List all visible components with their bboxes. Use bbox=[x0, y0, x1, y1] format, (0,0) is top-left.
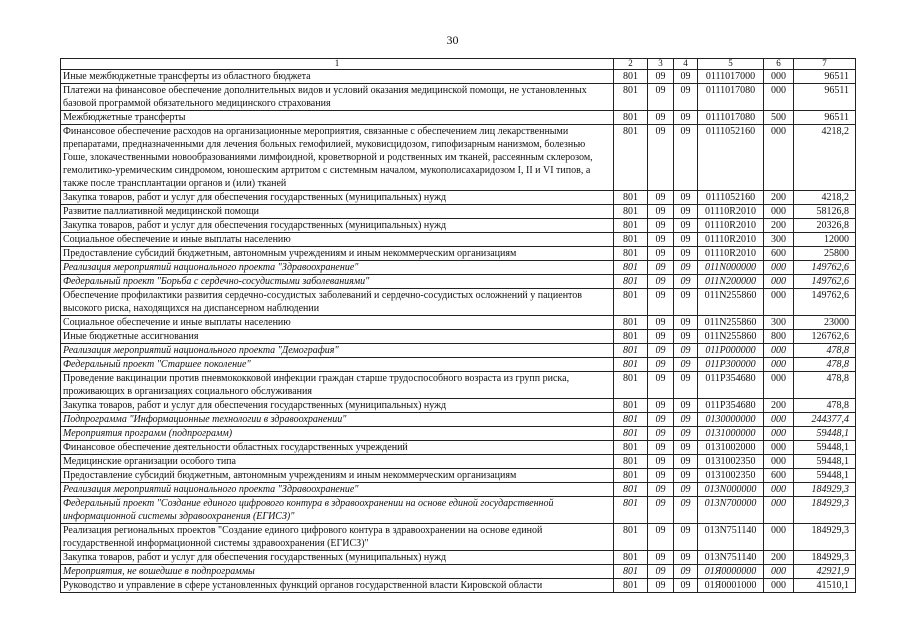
row-target-code-cell: 011P000000 bbox=[698, 344, 764, 358]
row-expense-type-cell: 000 bbox=[764, 524, 794, 551]
row-expense-type-cell: 300 bbox=[764, 316, 794, 330]
row-amount-cell: 96511 bbox=[794, 70, 856, 84]
row-expense-type-cell: 600 bbox=[764, 247, 794, 261]
row-name-cell: Федеральный проект "Борьба с сердечно-сосудистыми заболеваниями" bbox=[61, 275, 614, 289]
row-amount-cell: 184929,3 bbox=[794, 497, 856, 524]
row-expense-type-cell: 000 bbox=[764, 579, 794, 593]
row-name-cell: Платежи на финансовое обеспечение дополнительных видов и условий оказания медицинской помощи, не установленных базовой программой обязательного медицинского страхования bbox=[61, 84, 614, 111]
column-header: 2 bbox=[614, 59, 648, 70]
table-row bbox=[61, 191, 856, 205]
row-amount-cell: 25800 bbox=[794, 247, 856, 261]
row-name-cell: Финансовое обеспечение расходов на организационные мероприятия, связанные с обеспечением лиц лекарственными препаратами, предназначенными для лечения больных гемофилией, муковисцидозом, гипофизарным нанизмом, болезнью Гоше, злокачественными новообразованиями лимфоидной, кроветворной и родственных им тканей, рассеянным склерозом, гемолитико-уремическим синдромом, юношеским артритом с системным началом, мукополисахаридозом I, II и VI типов, а также после трансплантации органов и (или) тканей bbox=[61, 125, 614, 191]
row-ministry-code-cell: 801 bbox=[614, 524, 648, 551]
row-target-code-cell: 01110R2010 bbox=[698, 233, 764, 247]
row-name-cell: Социальное обеспечение и иные выплаты населению bbox=[61, 316, 614, 330]
table-row bbox=[61, 399, 856, 413]
row-name-cell: Мероприятия программ (подпрограмм) bbox=[61, 427, 614, 441]
table-row bbox=[61, 455, 856, 469]
row-ministry-code-cell: 801 bbox=[614, 111, 648, 125]
row-amount-cell: 59448,1 bbox=[794, 469, 856, 483]
row-target-code-cell: 0131000000 bbox=[698, 427, 764, 441]
row-expense-type-cell: 000 bbox=[764, 205, 794, 219]
table-row bbox=[61, 579, 856, 593]
row-amount-cell: 12000 bbox=[794, 233, 856, 247]
table-row bbox=[61, 84, 856, 111]
row-ministry-code-cell: 801 bbox=[614, 70, 648, 84]
row-name-cell: Реализация мероприятий национального проекта "Здравоохранение" bbox=[61, 483, 614, 497]
row-expense-type-cell: 000 bbox=[764, 275, 794, 289]
row-ministry-code-cell: 801 bbox=[614, 219, 648, 233]
row-target-code-cell: 011P354680 bbox=[698, 372, 764, 399]
table-row bbox=[61, 330, 856, 344]
row-ministry-code-cell: 801 bbox=[614, 330, 648, 344]
row-section-cell: 09 bbox=[648, 469, 674, 483]
row-name-cell: Межбюджетные трансферты bbox=[61, 111, 614, 125]
row-section-cell: 09 bbox=[648, 344, 674, 358]
row-name-cell: Закупка товаров, работ и услуг для обеспечения государственных (муниципальных) нужд bbox=[61, 219, 614, 233]
row-expense-type-cell: 200 bbox=[764, 191, 794, 205]
row-amount-cell: 41510,1 bbox=[794, 579, 856, 593]
row-subsection-cell: 09 bbox=[674, 455, 698, 469]
row-section-cell: 09 bbox=[648, 551, 674, 565]
row-expense-type-cell: 000 bbox=[764, 441, 794, 455]
row-section-cell: 09 bbox=[648, 275, 674, 289]
row-section-cell: 09 bbox=[648, 455, 674, 469]
row-subsection-cell: 09 bbox=[674, 191, 698, 205]
row-amount-cell: 184929,3 bbox=[794, 524, 856, 551]
table-row bbox=[61, 233, 856, 247]
row-section-cell: 09 bbox=[648, 524, 674, 551]
table-row bbox=[61, 427, 856, 441]
row-expense-type-cell: 600 bbox=[764, 469, 794, 483]
row-target-code-cell: 01110R2010 bbox=[698, 205, 764, 219]
table-row bbox=[61, 275, 856, 289]
row-subsection-cell: 09 bbox=[674, 233, 698, 247]
row-ministry-code-cell: 801 bbox=[614, 316, 648, 330]
row-amount-cell: 59448,1 bbox=[794, 427, 856, 441]
row-ministry-code-cell: 801 bbox=[614, 275, 648, 289]
row-ministry-code-cell: 801 bbox=[614, 358, 648, 372]
row-expense-type-cell: 000 bbox=[764, 497, 794, 524]
row-expense-type-cell: 200 bbox=[764, 399, 794, 413]
row-amount-cell: 59448,1 bbox=[794, 455, 856, 469]
row-name-cell: Иные межбюджетные трансферты из областного бюджета bbox=[61, 70, 614, 84]
row-target-code-cell: 0111017000 bbox=[698, 70, 764, 84]
column-header: 7 bbox=[794, 59, 856, 70]
row-amount-cell: 184929,3 bbox=[794, 551, 856, 565]
row-section-cell: 09 bbox=[648, 579, 674, 593]
row-ministry-code-cell: 801 bbox=[614, 399, 648, 413]
row-expense-type-cell: 000 bbox=[764, 427, 794, 441]
column-header: 1 bbox=[61, 59, 614, 70]
row-expense-type-cell: 500 bbox=[764, 111, 794, 125]
row-section-cell: 09 bbox=[648, 497, 674, 524]
row-amount-cell: 478,8 bbox=[794, 372, 856, 399]
row-subsection-cell: 09 bbox=[674, 441, 698, 455]
table-row bbox=[61, 125, 856, 191]
row-expense-type-cell: 200 bbox=[764, 551, 794, 565]
row-amount-cell: 126762,6 bbox=[794, 330, 856, 344]
row-expense-type-cell: 000 bbox=[764, 358, 794, 372]
row-ministry-code-cell: 801 bbox=[614, 84, 648, 111]
row-section-cell: 09 bbox=[648, 84, 674, 111]
table-row bbox=[61, 524, 856, 551]
row-ministry-code-cell: 801 bbox=[614, 441, 648, 455]
table-row bbox=[61, 469, 856, 483]
row-subsection-cell: 09 bbox=[674, 524, 698, 551]
row-ministry-code-cell: 801 bbox=[614, 344, 648, 358]
row-target-code-cell: 011P300000 bbox=[698, 358, 764, 372]
row-section-cell: 09 bbox=[648, 205, 674, 219]
row-subsection-cell: 09 bbox=[674, 84, 698, 111]
row-section-cell: 09 bbox=[648, 330, 674, 344]
row-section-cell: 09 bbox=[648, 483, 674, 497]
row-subsection-cell: 09 bbox=[674, 551, 698, 565]
row-name-cell: Руководство и управление в сфере установленных функций органов государственной власти Кировской области bbox=[61, 579, 614, 593]
row-section-cell: 09 bbox=[648, 261, 674, 275]
table-row bbox=[61, 372, 856, 399]
table-row bbox=[61, 219, 856, 233]
row-subsection-cell: 09 bbox=[674, 330, 698, 344]
row-section-cell: 09 bbox=[648, 219, 674, 233]
row-ministry-code-cell: 801 bbox=[614, 497, 648, 524]
row-target-code-cell: 0111017080 bbox=[698, 111, 764, 125]
row-ministry-code-cell: 801 bbox=[614, 483, 648, 497]
row-section-cell: 09 bbox=[648, 565, 674, 579]
row-name-cell: Обеспечение профилактики развития сердечно-сосудистых заболеваний и сердечно-сосудистых осложнений у пациентов высокого риска, находящихся на диспансерном наблюдении bbox=[61, 289, 614, 316]
row-ministry-code-cell: 801 bbox=[614, 455, 648, 469]
row-subsection-cell: 09 bbox=[674, 483, 698, 497]
row-target-code-cell: 011N255860 bbox=[698, 289, 764, 316]
row-section-cell: 09 bbox=[648, 191, 674, 205]
row-ministry-code-cell: 801 bbox=[614, 205, 648, 219]
table-row bbox=[61, 289, 856, 316]
row-ministry-code-cell: 801 bbox=[614, 413, 648, 427]
row-section-cell: 09 bbox=[648, 427, 674, 441]
table-row bbox=[61, 551, 856, 565]
row-expense-type-cell: 000 bbox=[764, 344, 794, 358]
row-section-cell: 09 bbox=[648, 399, 674, 413]
table-row bbox=[61, 247, 856, 261]
column-header: 6 bbox=[764, 59, 794, 70]
row-subsection-cell: 09 bbox=[674, 372, 698, 399]
row-section-cell: 09 bbox=[648, 441, 674, 455]
row-amount-cell: 149762,6 bbox=[794, 275, 856, 289]
row-ministry-code-cell: 801 bbox=[614, 372, 648, 399]
row-name-cell: Медицинские организации особого типа bbox=[61, 455, 614, 469]
row-section-cell: 09 bbox=[648, 372, 674, 399]
row-subsection-cell: 09 bbox=[674, 205, 698, 219]
row-target-code-cell: 01Я0001000 bbox=[698, 579, 764, 593]
row-name-cell: Федеральный проект "Создание единого цифрового контура в здравоохранении на основе единой государственной информационной системы здравоохранения (ЕГИСЗ)" bbox=[61, 497, 614, 524]
row-name-cell: Закупка товаров, работ и услуг для обеспечения государственных (муниципальных) нужд bbox=[61, 191, 614, 205]
row-name-cell: Реализация региональных проектов "Создание единого цифрового контура в здравоохранении на основе единой государственной информационной системы здравоохранения (ЕГИСЗ)" bbox=[61, 524, 614, 551]
row-expense-type-cell: 800 bbox=[764, 330, 794, 344]
table-row bbox=[61, 441, 856, 455]
row-name-cell: Закупка товаров, работ и услуг для обеспечения государственных (муниципальных) нужд bbox=[61, 399, 614, 413]
row-subsection-cell: 09 bbox=[674, 219, 698, 233]
row-target-code-cell: 011N200000 bbox=[698, 275, 764, 289]
table-row bbox=[61, 316, 856, 330]
row-amount-cell: 42921,9 bbox=[794, 565, 856, 579]
table-row bbox=[61, 358, 856, 372]
row-target-code-cell: 013N751140 bbox=[698, 524, 764, 551]
row-target-code-cell: 0111052160 bbox=[698, 125, 764, 191]
table-row bbox=[61, 70, 856, 84]
row-subsection-cell: 09 bbox=[674, 125, 698, 191]
table-row bbox=[61, 413, 856, 427]
row-name-cell: Реализация мероприятий национального проекта "Здравоохранение" bbox=[61, 261, 614, 275]
row-subsection-cell: 09 bbox=[674, 469, 698, 483]
row-name-cell: Федеральный проект "Старшее поколение" bbox=[61, 358, 614, 372]
page-number: 30 bbox=[446, 33, 459, 47]
row-name-cell: Мероприятия, не вошедшие в подпрограммы bbox=[61, 565, 614, 579]
row-subsection-cell: 09 bbox=[674, 413, 698, 427]
row-subsection-cell: 09 bbox=[674, 289, 698, 316]
table-row bbox=[61, 205, 856, 219]
row-expense-type-cell: 000 bbox=[764, 413, 794, 427]
row-subsection-cell: 09 bbox=[674, 399, 698, 413]
row-amount-cell: 4218,2 bbox=[794, 191, 856, 205]
row-amount-cell: 149762,6 bbox=[794, 289, 856, 316]
row-expense-type-cell: 000 bbox=[764, 125, 794, 191]
row-name-cell: Иные бюджетные ассигнования bbox=[61, 330, 614, 344]
row-section-cell: 09 bbox=[648, 358, 674, 372]
row-ministry-code-cell: 801 bbox=[614, 125, 648, 191]
row-ministry-code-cell: 801 bbox=[614, 289, 648, 316]
row-amount-cell: 4218,2 bbox=[794, 125, 856, 191]
row-amount-cell: 58126,8 bbox=[794, 205, 856, 219]
row-subsection-cell: 09 bbox=[674, 344, 698, 358]
row-section-cell: 09 bbox=[648, 413, 674, 427]
row-section-cell: 09 bbox=[648, 111, 674, 125]
row-expense-type-cell: 000 bbox=[764, 289, 794, 316]
row-amount-cell: 478,8 bbox=[794, 344, 856, 358]
row-target-code-cell: 0131002350 bbox=[698, 469, 764, 483]
table-row bbox=[61, 111, 856, 125]
row-subsection-cell: 09 bbox=[674, 497, 698, 524]
row-expense-type-cell: 000 bbox=[764, 261, 794, 275]
row-subsection-cell: 09 bbox=[674, 70, 698, 84]
row-expense-type-cell: 000 bbox=[764, 372, 794, 399]
row-subsection-cell: 09 bbox=[674, 247, 698, 261]
row-subsection-cell: 09 bbox=[674, 427, 698, 441]
header-row bbox=[61, 59, 856, 70]
row-ministry-code-cell: 801 bbox=[614, 233, 648, 247]
row-target-code-cell: 0131002000 bbox=[698, 441, 764, 455]
row-amount-cell: 184929,3 bbox=[794, 483, 856, 497]
row-expense-type-cell: 000 bbox=[764, 483, 794, 497]
row-amount-cell: 23000 bbox=[794, 316, 856, 330]
budget-table bbox=[60, 58, 856, 593]
column-header: 3 bbox=[648, 59, 674, 70]
row-section-cell: 09 bbox=[648, 70, 674, 84]
row-target-code-cell: 01Я0000000 bbox=[698, 565, 764, 579]
row-target-code-cell: 013N751140 bbox=[698, 551, 764, 565]
table-row bbox=[61, 261, 856, 275]
row-subsection-cell: 09 bbox=[674, 111, 698, 125]
row-name-cell: Социальное обеспечение и иные выплаты населению bbox=[61, 233, 614, 247]
row-name-cell: Предоставление субсидий бюджетным, автономным учреждениям и иным некоммерческим организациям bbox=[61, 247, 614, 261]
row-section-cell: 09 bbox=[648, 316, 674, 330]
row-ministry-code-cell: 801 bbox=[614, 191, 648, 205]
row-target-code-cell: 011P354680 bbox=[698, 399, 764, 413]
row-subsection-cell: 09 bbox=[674, 275, 698, 289]
table-row bbox=[61, 483, 856, 497]
row-section-cell: 09 bbox=[648, 289, 674, 316]
table-row bbox=[61, 565, 856, 579]
row-ministry-code-cell: 801 bbox=[614, 551, 648, 565]
row-expense-type-cell: 000 bbox=[764, 70, 794, 84]
row-subsection-cell: 09 bbox=[674, 261, 698, 275]
row-name-cell: Развитие паллиативной медицинской помощи bbox=[61, 205, 614, 219]
row-ministry-code-cell: 801 bbox=[614, 579, 648, 593]
row-expense-type-cell: 200 bbox=[764, 219, 794, 233]
row-target-code-cell: 011N255860 bbox=[698, 316, 764, 330]
row-amount-cell: 149762,6 bbox=[794, 261, 856, 275]
row-target-code-cell: 0111052160 bbox=[698, 191, 764, 205]
row-expense-type-cell: 000 bbox=[764, 84, 794, 111]
row-target-code-cell: 011N000000 bbox=[698, 261, 764, 275]
row-ministry-code-cell: 801 bbox=[614, 427, 648, 441]
row-name-cell: Предоставление субсидий бюджетным, автономным учреждениям и иным некоммерческим организациям bbox=[61, 469, 614, 483]
row-name-cell: Финансовое обеспечение деятельности областных государственных учреждений bbox=[61, 441, 614, 455]
column-header: 5 bbox=[698, 59, 764, 70]
row-section-cell: 09 bbox=[648, 247, 674, 261]
row-ministry-code-cell: 801 bbox=[614, 469, 648, 483]
row-name-cell: Реализация мероприятий национального проекта "Демография" bbox=[61, 344, 614, 358]
row-target-code-cell: 011N255860 bbox=[698, 330, 764, 344]
row-subsection-cell: 09 bbox=[674, 565, 698, 579]
row-target-code-cell: 01110R2010 bbox=[698, 247, 764, 261]
column-header: 4 bbox=[674, 59, 698, 70]
row-amount-cell: 96511 bbox=[794, 111, 856, 125]
row-subsection-cell: 09 bbox=[674, 316, 698, 330]
row-amount-cell: 96511 bbox=[794, 84, 856, 111]
row-target-code-cell: 013N000000 bbox=[698, 483, 764, 497]
row-expense-type-cell: 000 bbox=[764, 565, 794, 579]
row-ministry-code-cell: 801 bbox=[614, 565, 648, 579]
row-subsection-cell: 09 bbox=[674, 358, 698, 372]
row-target-code-cell: 0131002350 bbox=[698, 455, 764, 469]
row-target-code-cell: 01110R2010 bbox=[698, 219, 764, 233]
row-expense-type-cell: 300 bbox=[764, 233, 794, 247]
row-name-cell: Закупка товаров, работ и услуг для обеспечения государственных (муниципальных) нужд bbox=[61, 551, 614, 565]
row-section-cell: 09 bbox=[648, 125, 674, 191]
row-target-code-cell: 0111017080 bbox=[698, 84, 764, 111]
row-expense-type-cell: 000 bbox=[764, 455, 794, 469]
row-amount-cell: 20326,8 bbox=[794, 219, 856, 233]
row-target-code-cell: 0130000000 bbox=[698, 413, 764, 427]
row-amount-cell: 59448,1 bbox=[794, 441, 856, 455]
row-subsection-cell: 09 bbox=[674, 579, 698, 593]
row-target-code-cell: 013N700000 bbox=[698, 497, 764, 524]
row-amount-cell: 244377,4 bbox=[794, 413, 856, 427]
row-name-cell: Подпрограмма "Информационные технологии в здравоохранении" bbox=[61, 413, 614, 427]
row-section-cell: 09 bbox=[648, 233, 674, 247]
row-name-cell: Проведение вакцинации против пневмококковой инфекции граждан старше трудоспособного возраста из групп риска, проживающих в организациях социального обслуживания bbox=[61, 372, 614, 399]
table-row bbox=[61, 497, 856, 524]
row-ministry-code-cell: 801 bbox=[614, 261, 648, 275]
row-ministry-code-cell: 801 bbox=[614, 247, 648, 261]
row-amount-cell: 478,8 bbox=[794, 358, 856, 372]
table-row bbox=[61, 344, 856, 358]
row-amount-cell: 478,8 bbox=[794, 399, 856, 413]
